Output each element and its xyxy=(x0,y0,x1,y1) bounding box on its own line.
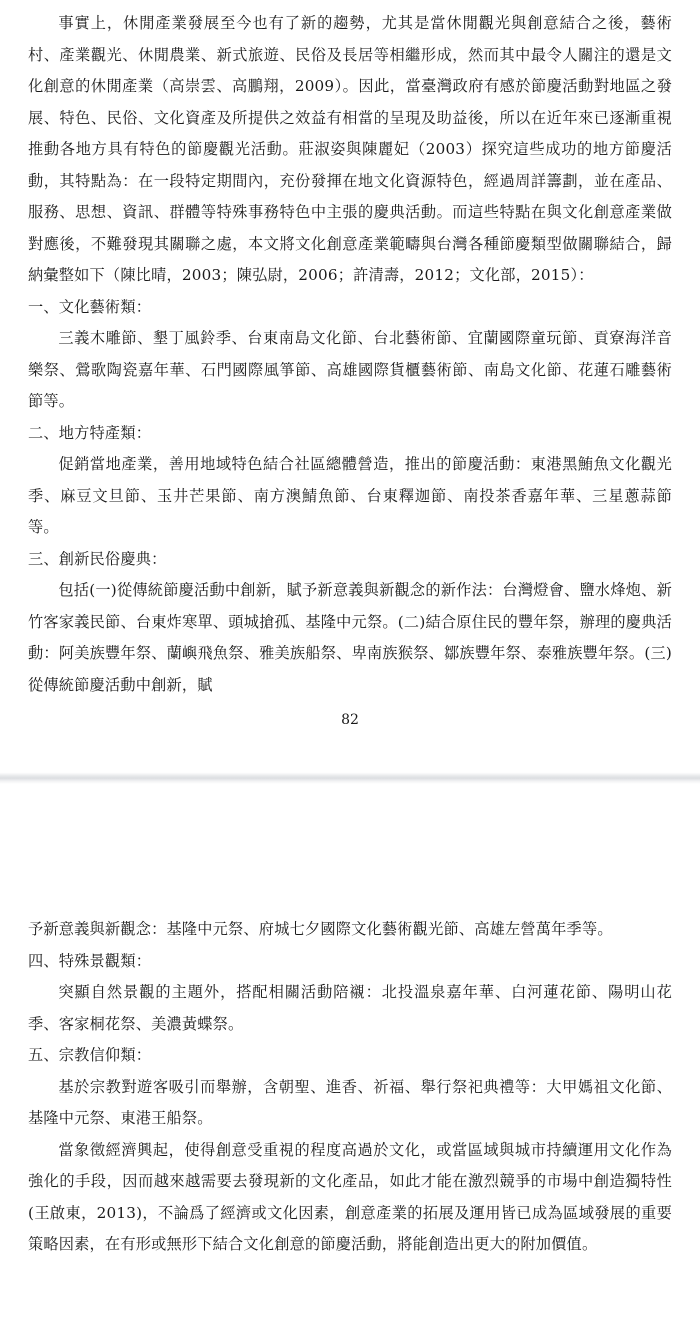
section-heading: 三、創新民俗慶典： xyxy=(28,549,167,568)
section-heading: 四、特殊景觀類： xyxy=(28,951,152,970)
page-top-margin xyxy=(28,784,672,914)
section-heading: 二、地方特產類： xyxy=(28,423,152,442)
page-number: 82 xyxy=(341,712,359,728)
paragraph: 事實上，休閒產業發展至今也有了新的趨勢，尤其是當休閒觀光與創意結合之後，藝術村、產業觀光、休閒農業、新式旅遊、民俗及長居等相繼形成，然而其中最令人關注的還是文化創意的休閒產業（高崇雲、高鵬翔，2009）。因此，當臺灣政府有感於節慶活動對地區之發展、特色、民俗、文化資產及所提供之效益有相當的呈現及助益後，所以在近年來已逐漸重視推動各地方具有特色的節慶觀光活動。莊淑姿與陳麗妃（2003）探究這些成功的地方節慶活動，其特點為：在一段特定期間內，充份發揮在地文化資源特色，經過周詳籌劃，並在產品、服務、思想、資訊、群體等特殊事務特色中主張的慶典活動。而這些特點在與文化創意產業做對應後，不難發現其關聯之處，本文將文化創意產業範疇與台灣各種節慶類型做關聯結合，歸納彙整如下（陳比晴，2003；陳弘尉，2006；許清壽，2012；文化部，2015）： xyxy=(28,14,672,284)
paragraph: 三義木雕節、墾丁風鈴季、台東南島文化節、台北藝術節、宜蘭國際童玩節、貢寮海洋音樂祭、鶯歌陶瓷嘉年華、石門國際風箏節、高雄國際貨櫃藝術節、南島文化節、花蓮石雕藝術節等。 xyxy=(28,329,672,410)
paragraph: 予新意義與新觀念：基隆中元祭、府城七夕國際文化藝術觀光節、高雄左營萬年季等。 xyxy=(28,920,613,938)
paragraph: 當象徵經濟興起，使得創意受重視的程度高過於文化，或當區域與城市持續運用文化作為強化的手段，因而越來越需要去發現新的文化產品，如此才能在激烈競爭的市場中創造獨特性(王啟東，2013)，不論爲了經濟或文化因素，創意產業的拓展及運用皆已成為區域發展的重要策略因素，在有形或無形下結合文化創意的節慶活動，將能創造出更大的附加價值。 xyxy=(28,1140,672,1253)
section-heading: 五、宗教信仰類： xyxy=(28,1046,152,1064)
page-divider xyxy=(0,770,700,784)
paragraph: 基於宗教對遊客吸引而舉辦，含朝聖、進香、祈福、舉行祭祀典禮等：大甲媽祖文化節、基隆中元祭、東港王船祭。 xyxy=(28,1077,672,1127)
paragraph: 包括(一)從傳統節慶活動中創新，賦予新意義與新觀念的新作法：台灣燈會、鹽水烽炮、新竹客家義民節、台東炸寒單、頭城搶孤、基隆中元祭。(二)結合原住民的豐年祭，辦理的慶典活動：阿美族豐年祭、蘭嶼飛魚祭、雅美族船祭、卑南族猴祭、鄒族豐年祭、泰雅族豐年祭。(三)從傳統節慶活動中創新，賦 xyxy=(28,581,672,694)
section-heading: 一、文化藝術類： xyxy=(28,297,152,316)
document-page-2 xyxy=(0,784,700,1331)
paragraph: 突顯自然景觀的主題外，搭配相關活動陪襯：北投溫泉嘉年華、白河蓮花節、陽明山花季、客家桐花祭、美濃黃蝶祭。 xyxy=(28,983,672,1033)
paragraph: 促銷當地產業，善用地域特色結合社區總體營造，推出的節慶活動：東港黑鮪魚文化觀光季、麻豆文旦節、玉井芒果節、南方澳鯖魚節、台東釋迦節、南投茶香嘉年華、三星蔥蒜節等。 xyxy=(28,455,672,536)
